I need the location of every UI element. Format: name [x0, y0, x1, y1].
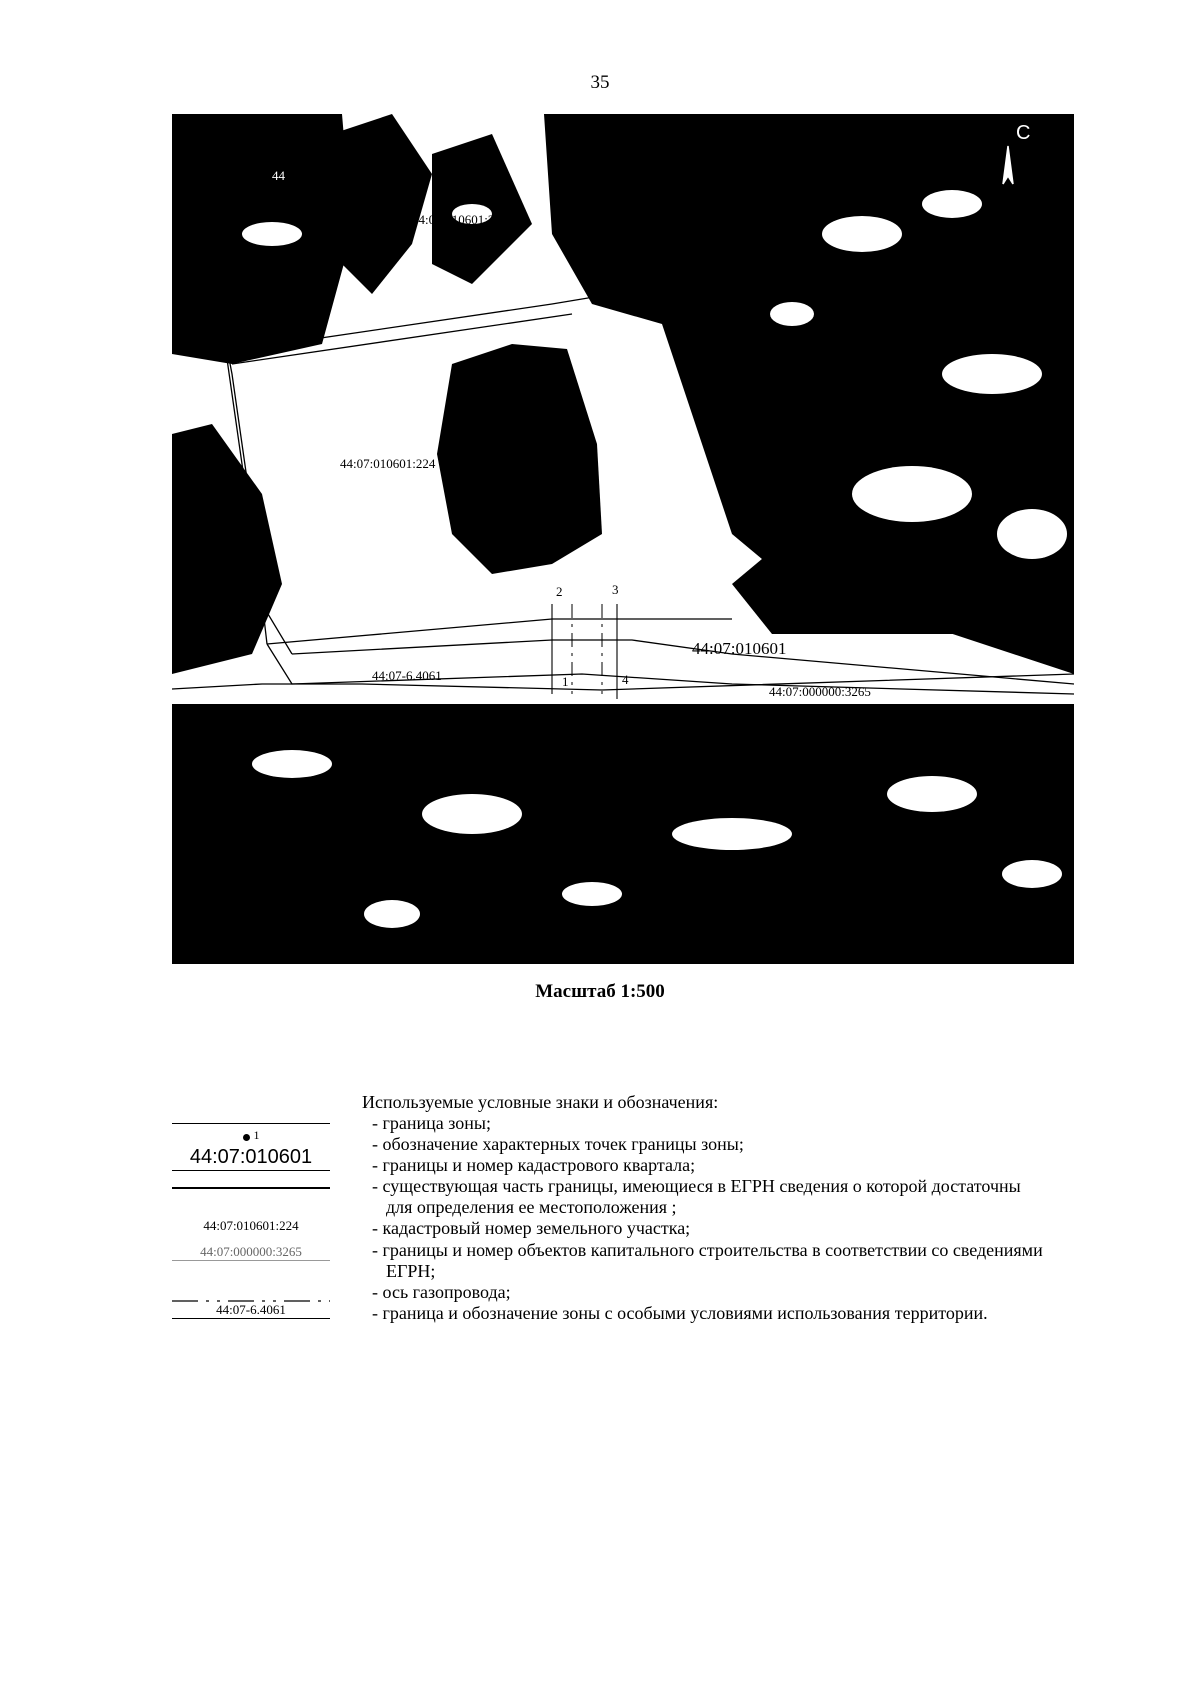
legend-item-quarter: - границы и номер кадастрового квартала;: [372, 1155, 1112, 1175]
point-label-4: 4: [622, 672, 629, 687]
legend-point-label: 1: [253, 1128, 260, 1142]
legend-item-zone: - граница и обозначение зоны с особыми условиями использования территории.: [372, 1303, 1112, 1323]
legend-item-parcel: - кадастровый номер земельного участка;: [372, 1218, 1112, 1238]
legend-title: Используемые условные знаки и обозначения:: [362, 1092, 719, 1112]
legend-symbol-building: [172, 1244, 330, 1261]
point-label-3: 3: [612, 582, 619, 597]
label-quarter: 44:07:010601: [692, 639, 787, 658]
label-building: 44:07:000000:3265: [769, 684, 871, 699]
legend-item-existing-boundary-cont: для определения ее местоположения ;: [386, 1197, 677, 1217]
legend-item-points: - обозначение характерных точек границы зоны;: [372, 1134, 1112, 1154]
legend-item-building-cont: ЕГРН;: [386, 1261, 436, 1281]
legend-symbol-zone: [172, 1302, 330, 1319]
north-label: С: [1016, 122, 1031, 144]
legend-item-building: - границы и номер объектов капитального строительства в соответствии со сведениями: [372, 1240, 1112, 1260]
point-label-2: 2: [556, 584, 563, 599]
label-parcel-202: 44:07:010601:202: [858, 480, 954, 495]
cadastral-map: [172, 114, 1074, 964]
legend-parcel-label: 44:07:010601:224: [203, 1218, 299, 1233]
map-scale: Масштаб 1:500: [535, 981, 665, 1002]
legend-building-label: 44:07:000000:3265: [172, 1244, 330, 1261]
legend-item-existing-boundary: - существующая часть границы, имеющиеся в ЕГРН сведения о которой достаточны: [372, 1176, 1112, 1196]
point-dot-icon: [243, 1134, 250, 1141]
label-partial-44: 44: [272, 168, 285, 183]
legend-zone-label: 44:07-6.4061: [216, 1302, 286, 1317]
label-parcel-225: 44:07:010601:225: [412, 212, 508, 227]
legend-item-gas-pipeline: - ось газопровода;: [372, 1282, 1112, 1302]
page-number: 35: [590, 72, 610, 93]
legend-quarter-label: 44:07:010601: [189, 1146, 313, 1168]
label-zone: 44:07-6.4061: [372, 668, 442, 683]
label-parcel-224: 44:07:010601:224: [340, 456, 436, 471]
point-label-1: 1: [562, 674, 569, 689]
legend-symbol-parcel: [172, 1218, 330, 1234]
legend-symbol-point: [172, 1128, 330, 1146]
legend-item-zone-boundary: - граница зоны;: [372, 1113, 1112, 1133]
legend-symbol-quarter: [172, 1146, 330, 1169]
